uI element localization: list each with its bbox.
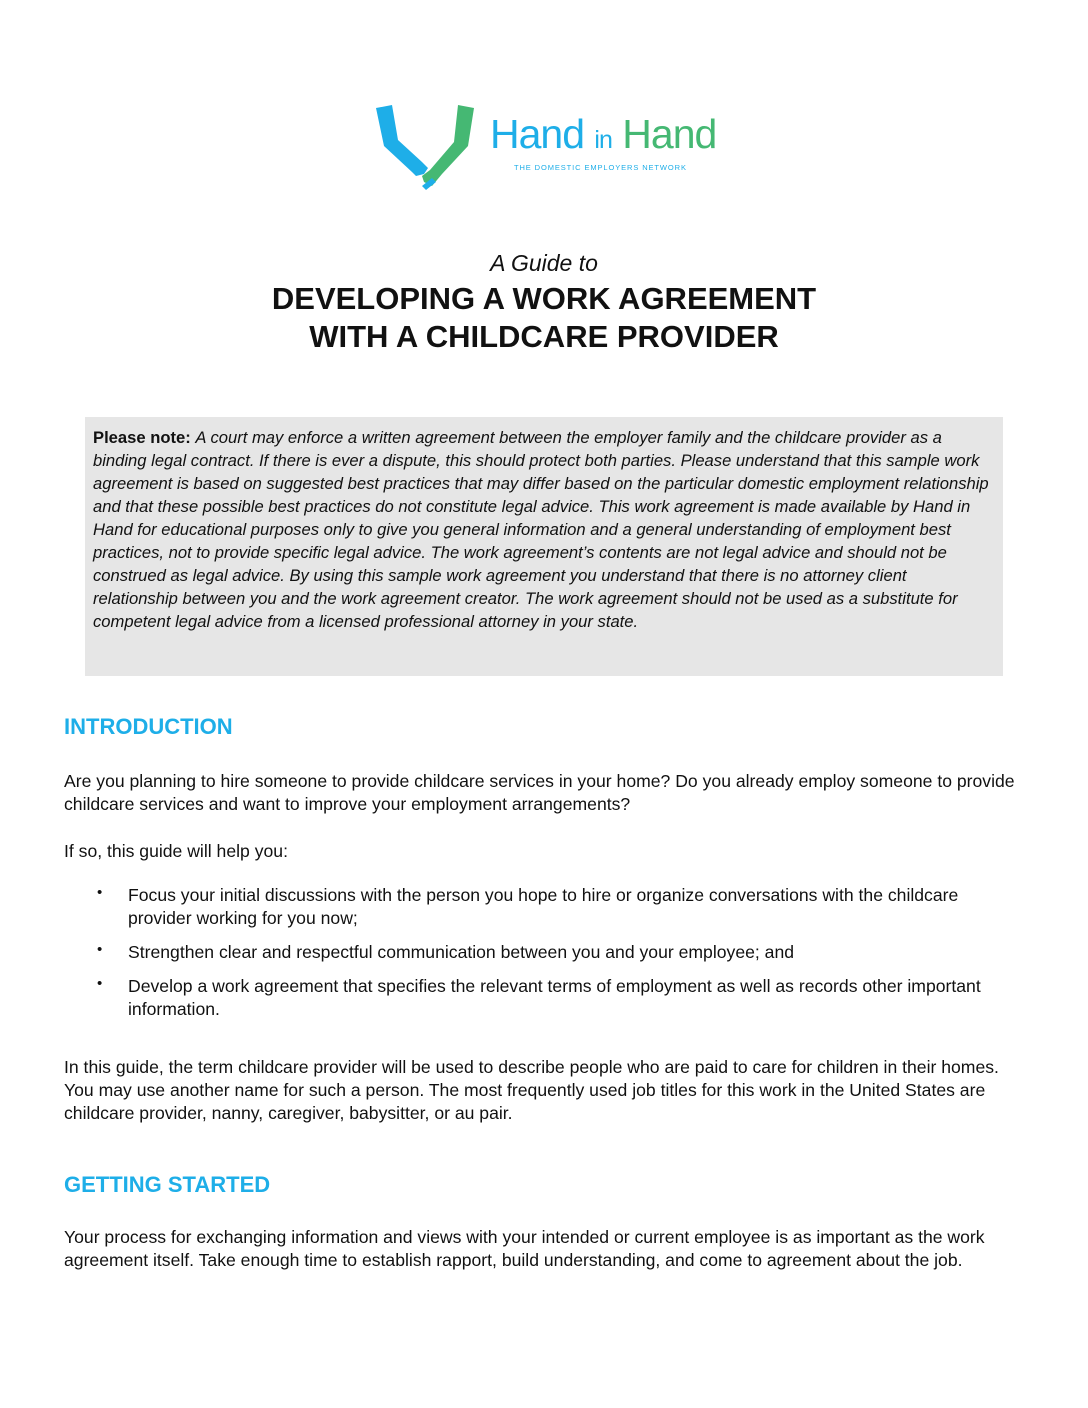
logo-word-hand: Hand [490,111,585,157]
help-list [64,884,1024,1032]
logo-word-hand-2: Hand [622,111,717,157]
logo-wordmark [490,111,717,157]
disclaimer-label: Please note: [93,428,191,447]
hand-in-hand-logo [372,100,722,195]
list-item-text: Develop a work agreement that specifies the relevant terms of employment as well as records other important information. [128,976,981,1019]
introduction-paragraph-2: If so, this guide will help you: [64,841,288,861]
handshake-logo-icon [372,100,482,195]
list-item [64,975,1024,1021]
list-item [64,941,1024,964]
list-item-text: Focus your initial discussions with the person you hope to hire or organize conversations with the childcare provider working for you now; [128,885,959,928]
document-subtitle: A Guide to [490,250,598,276]
logo-word-in: in [594,126,612,154]
introduction-paragraph-1: Are you planning to hire someone to provide childcare services in your home? Do you already employ someone to provide childcare services and want to improve your employment arrangements? [64,771,1015,814]
title-line-2: WITH A CHILDCARE PROVIDER [309,319,779,354]
legal-disclaimer-box [85,417,1003,676]
document-title [0,280,1088,356]
getting-started-heading: GETTING STARTED [64,1172,271,1197]
list-item-text: Strengthen clear and respectful communication between you and your employee; and [128,942,795,962]
bullet-icon: • [97,941,103,958]
logo-tagline: THE DOMESTIC EMPLOYERS NETWORK [514,163,687,172]
introduction-heading: INTRODUCTION [64,714,233,739]
bullet-icon: • [97,884,103,901]
getting-started-paragraph: Your process for exchanging information and views with your intended or current employee is as important as the work agreement itself. Take enough time to establish rapport, build understanding, and come to agreement about the job. [64,1227,985,1270]
list-item [64,884,1024,930]
title-line-1: DEVELOPING A WORK AGREEMENT [271,281,817,316]
disclaimer-text: A court may enforce a written agreement between the employer family and the childcare provider as a binding legal contract. If there is ever a dispute, this should protect both parties. Please understand that this sample work agreement is based on suggested best practices that may differ based on the particular domestic employment relationship and that these possible best practices do not constitute legal advice. This work agreement is made available by Hand in Hand for educational purposes only to give you general information and a general understanding of employment best practices, not to provide specific legal advice. The work agreement’s contents are not legal advice and should not be construed as legal advice. By using this sample work agreement you understand that there is no attorney client relationship between you and the work agreement creator. The work agreement should not be used as a substitute for competent legal advice from a licensed professional attorney in your state. [93,428,989,631]
bullet-icon: • [97,975,103,992]
disclaimer-paragraph [93,426,995,633]
introduction-paragraph-3: In this guide, the term childcare provider will be used to describe people who are paid to care for children in their homes. You may use another name for such a person. The most frequently used job titles for this work in the United States are childcare provider, nanny, caregiver, babysitter, or au pair. [64,1057,999,1123]
